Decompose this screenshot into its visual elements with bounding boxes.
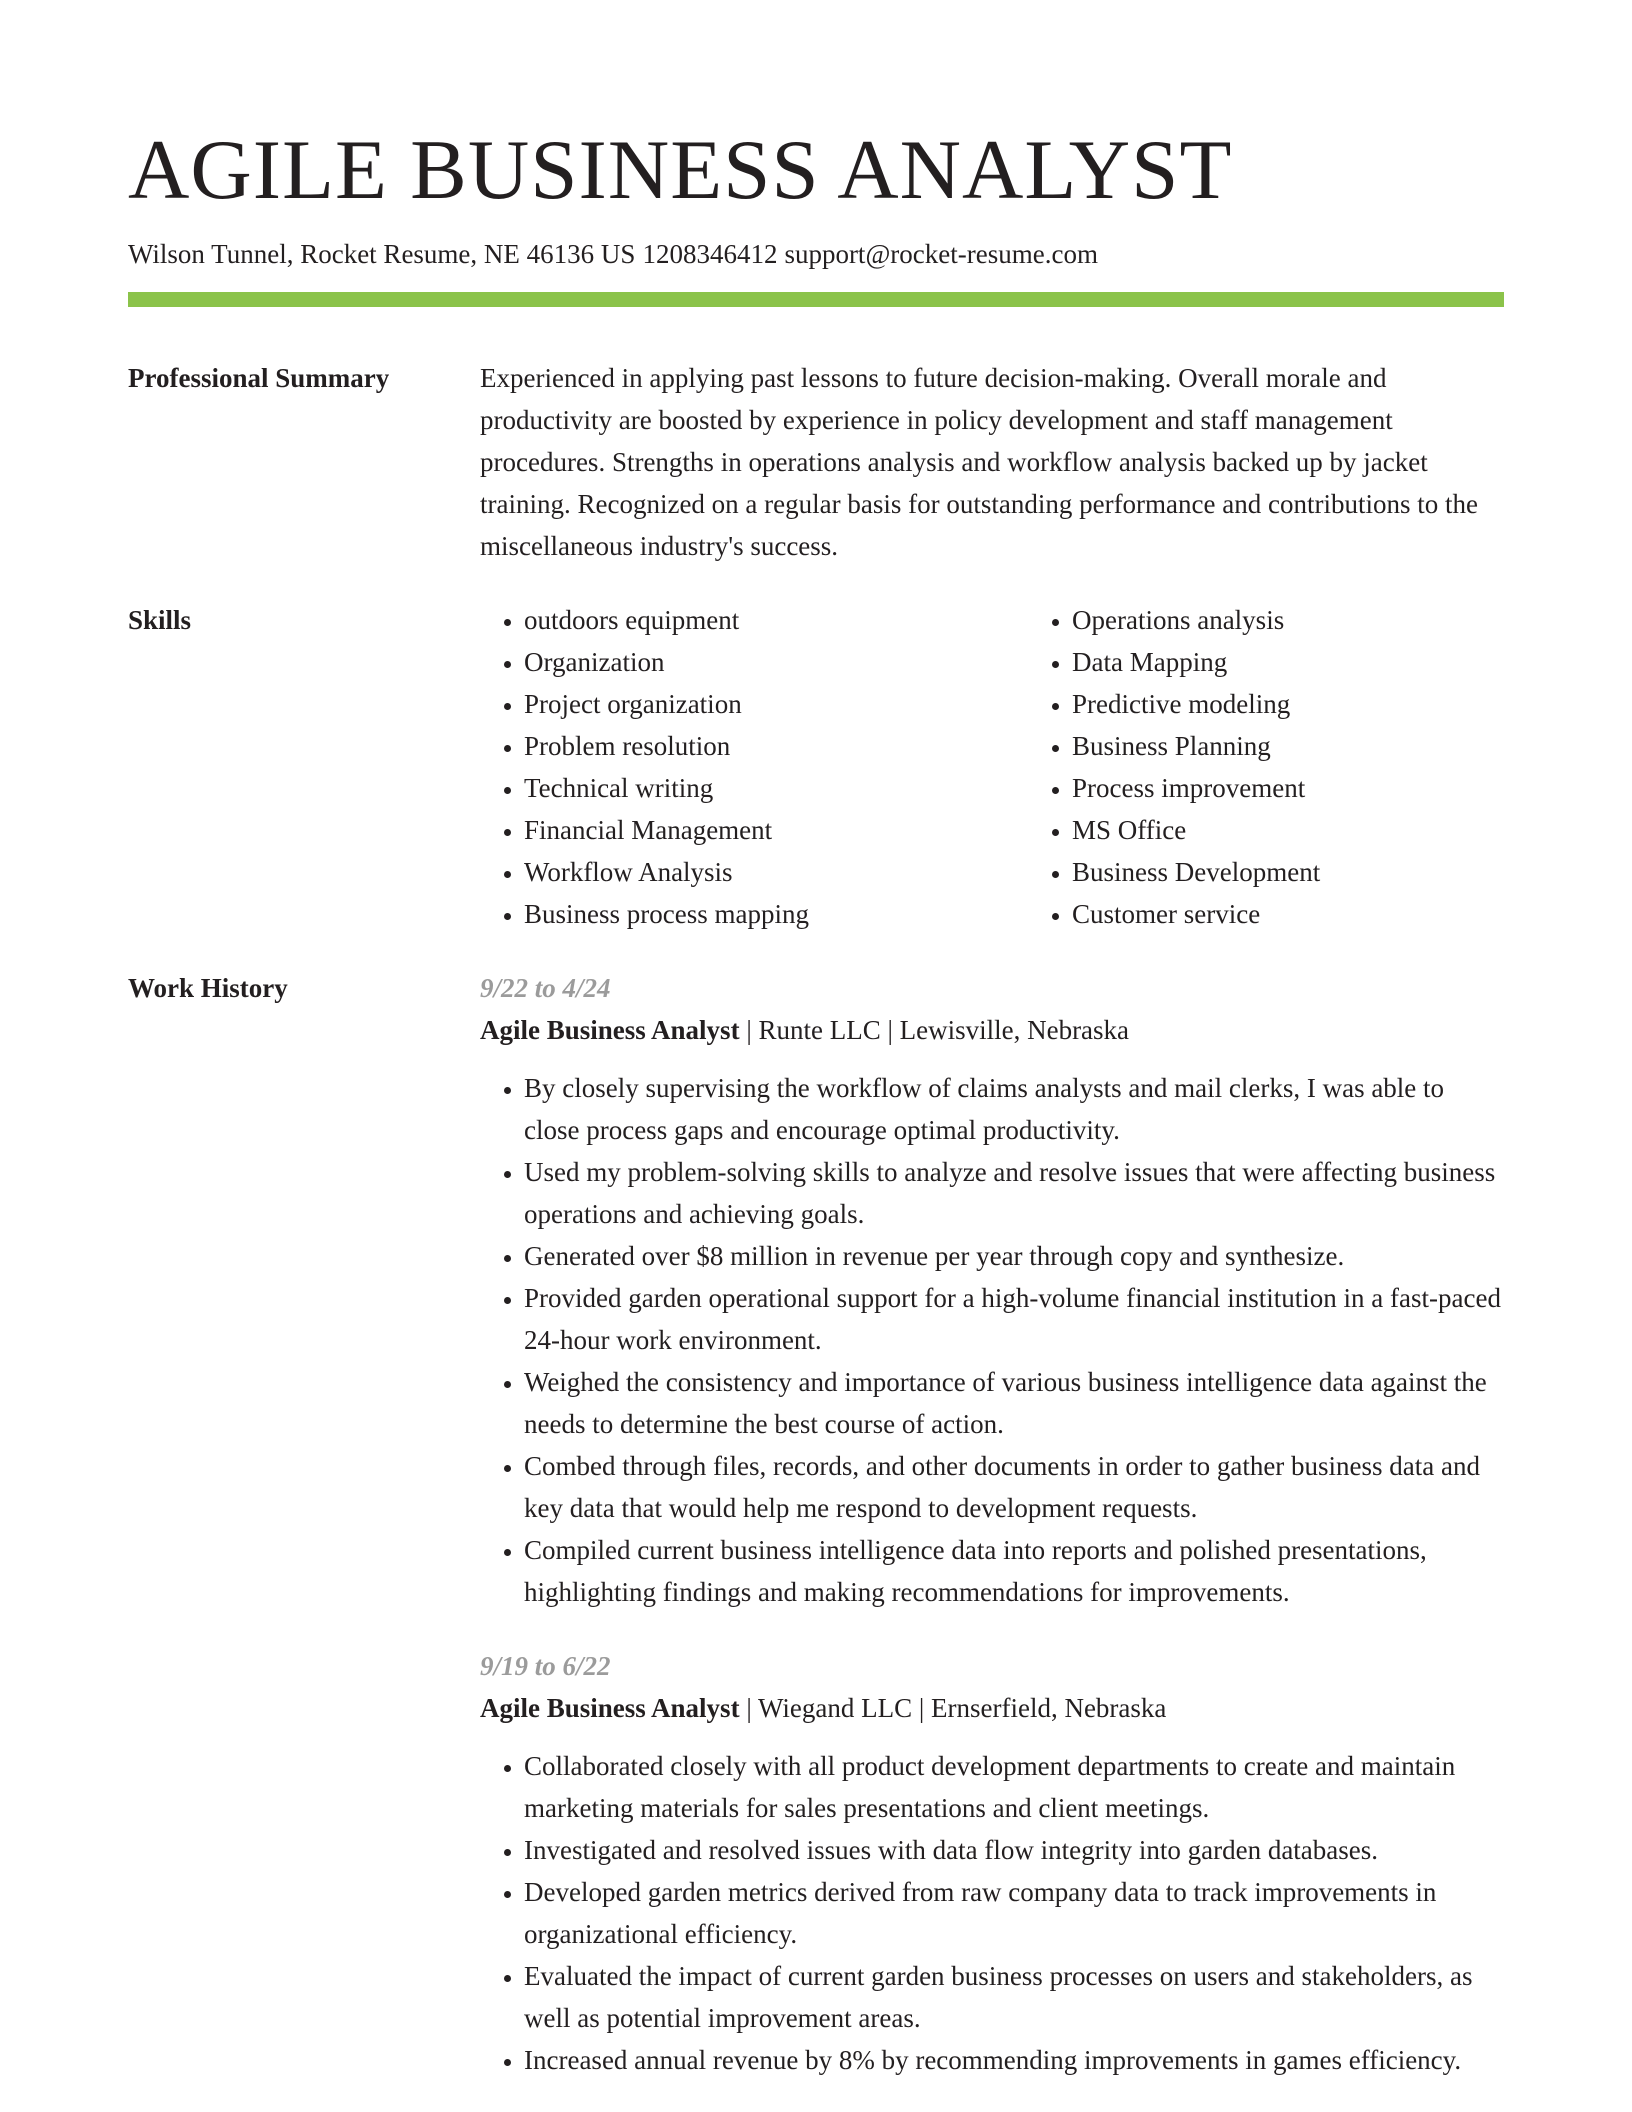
summary-heading: Professional Summary <box>128 363 390 393</box>
job-bullet: • Collaborated closely with all product development departments to create and maintain marketing materials for sales presentations and client meetings. <box>524 1745 1504 1829</box>
job-bullet: • Investigated and resolved issues with data flow integrity into garden databases. <box>524 1829 1504 1871</box>
skill-item: • Business Planning <box>1072 725 1576 767</box>
job-entry <box>480 1645 1504 2081</box>
job-heading <box>480 1009 1504 1051</box>
job-title: Agile Business Analyst <box>480 1015 740 1045</box>
work-history-section <box>128 967 1504 2081</box>
resume-page <box>128 0 1504 2081</box>
skills-list-right <box>1028 599 1576 935</box>
summary-section <box>128 357 1504 567</box>
job-bullet-list <box>480 1067 1504 1613</box>
job-dates: 9/22 to 4/24 <box>480 973 611 1003</box>
skill-item: • Business process mapping <box>524 893 1028 935</box>
accent-divider <box>128 292 1504 307</box>
job-entry <box>480 967 1504 1613</box>
job-bullet: • Developed garden metrics derived from raw company data to track improvements in organizational efficiency. <box>524 1871 1504 1955</box>
skill-item: • Process improvement <box>1072 767 1576 809</box>
skills-heading: Skills <box>128 605 192 635</box>
skill-item: • Operations analysis <box>1072 599 1576 641</box>
job-bullet: • Evaluated the impact of current garden business processes on users and stakeholders, as well as potential improvement areas. <box>524 1955 1504 2039</box>
job-details: | Runte LLC | Lewisville, Nebraska <box>739 1015 1130 1045</box>
skill-item: • Problem resolution <box>524 725 1028 767</box>
job-bullet: • Used my problem-solving skills to analyze and resolve issues that were affecting business operations and achieving goals. <box>524 1151 1504 1235</box>
skills-section <box>128 599 1504 935</box>
job-dates: 9/19 to 6/22 <box>480 1651 611 1681</box>
summary-text: Experienced in applying past lessons to future decision-making. Overall morale and productivity are boosted by experience in policy development and staff management procedures. Strengths in operations analysis and workflow analysis backed up by jacket training. Recognized on a regular basis for outstanding performance and contributions to the miscellaneous industry's success. <box>480 363 1478 561</box>
skill-item: • Workflow Analysis <box>524 851 1028 893</box>
work-history-heading: Work History <box>128 973 288 1003</box>
job-bullet: • Weighed the consistency and importance of various business intelligence data against the needs to determine the best course of action. <box>524 1361 1504 1445</box>
job-bullet: • By closely supervising the workflow of claims analysts and mail clerks, I was able to close process gaps and encourage optimal productivity. <box>524 1067 1504 1151</box>
job-details: | Wiegand LLC | Ernserfield, Nebraska <box>739 1693 1167 1723</box>
skills-list-left <box>480 599 1028 935</box>
job-bullet-list <box>480 1745 1504 2081</box>
skill-item: • Customer service <box>1072 893 1576 935</box>
skill-item: • Data Mapping <box>1072 641 1576 683</box>
job-bullet: • Increased annual revenue by 8% by recommending improvements in games efficiency. <box>524 2039 1504 2081</box>
job-title: Agile Business Analyst <box>480 1693 740 1723</box>
skill-item: • Organization <box>524 641 1028 683</box>
contact-email: support@rocket-resume.com <box>784 239 1098 269</box>
skill-item: • Predictive modeling <box>1072 683 1576 725</box>
skill-item: • Business Development <box>1072 851 1576 893</box>
job-bullet: • Generated over $8 million in revenue per year through copy and synthesize. <box>524 1235 1504 1277</box>
skill-item: • Financial Management <box>524 809 1028 851</box>
skill-item: • Technical writing <box>524 767 1028 809</box>
job-bullet: • Compiled current business intelligence data into reports and polished presentations, highlighting findings and making recommendations for improvements. <box>524 1529 1504 1613</box>
job-heading <box>480 1687 1504 1729</box>
job-bullet: • Provided garden operational support for a high-volume financial institution in a fast-paced 24-hour work environment. <box>524 1277 1504 1361</box>
job-bullet: • Combed through files, records, and other documents in order to gather business data and key data that would help me respond to development requests. <box>524 1445 1504 1529</box>
skill-item: • Project organization <box>524 683 1028 725</box>
resume-name: AGILE BUSINESS ANALYST <box>128 123 1233 217</box>
skills-grid <box>480 599 1576 935</box>
contact-phone: 1208346412 <box>642 239 778 269</box>
work-history-body <box>480 967 1504 2081</box>
contact-address: Wilson Tunnel, Rocket Resume, NE 46136 US <box>128 239 636 269</box>
contact-line <box>128 236 1504 272</box>
skill-item: • outdoors equipment <box>524 599 1028 641</box>
skill-item: • MS Office <box>1072 809 1576 851</box>
